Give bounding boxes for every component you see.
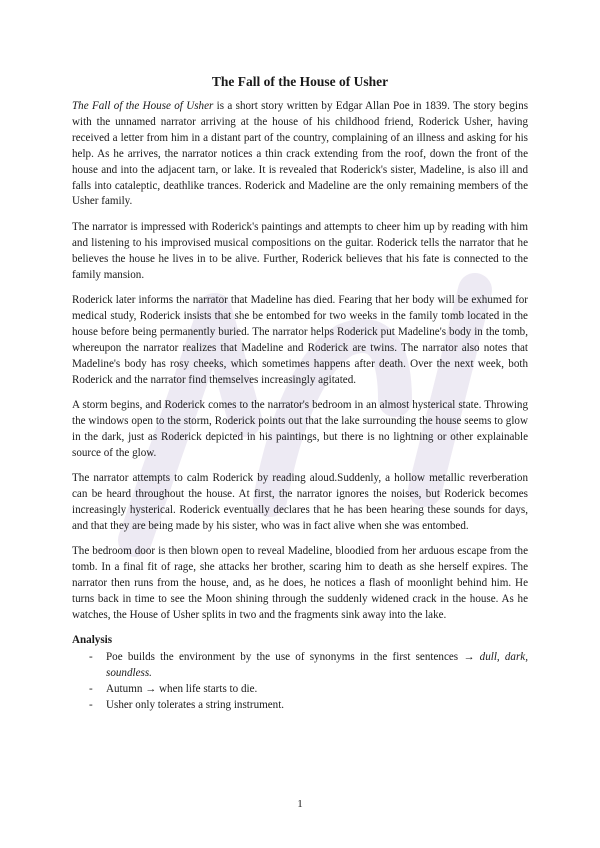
page-number: 1 xyxy=(297,798,303,810)
list-item-text: Autumn → when life starts to die. xyxy=(106,682,258,695)
intro-text: is a short story written by Edgar Allan Poe in 1839. The story begins with the unnamed narrator arriving at the house of his childhood friend, Roderick Usher, having received a letter from him in a distant part of the country, complaining of an illness and asking for his help. As he arrives, the narrator notices a thin crack extending from the roof, down the front of the house and into the adjacent tarn, or lake. It is revealed that Roderick's sister, Madeline, is also ill and falls into cataleptic, deathlike trances. Roderick and Madeline are the only remaining members of the Usher family. xyxy=(72,100,529,208)
analysis-list xyxy=(72,650,528,714)
paragraph-ending: The bedroom door is then blown open to reveal Madeline, bloodied from her arduous escape from the tomb. In a final fit of rage, she attacks her brother, scaring him to death as she herself expires. The narrator then runs from the house, and, as he does, he notices a flash of moonlight behind him. He turns back in time to see the Moon shining through the suddenly widened crack in the house. As he watches, the House of Usher splits in two and the fragments sink away into the lake. xyxy=(72,545,528,621)
paragraph-reverberation: The narrator attempts to calm Roderick by reading aloud.Suddenly, a hollow metallic reverberation can be heard throughout the house. At first, the narrator ignores the noises, but Roderick becomes increasingly hysterical. Roderick eventually declares that he has been hearing these sounds for days, and that they are being made by his sister, who was in fact alive when she was entombed. xyxy=(72,472,528,532)
list-item-text: Usher only tolerates a string instrument. xyxy=(106,698,285,711)
list-item xyxy=(72,650,528,682)
analysis-heading: Analysis xyxy=(72,634,113,647)
list-item xyxy=(72,698,528,714)
paragraph-storm: A storm begins, and Roderick comes to the narrator's bedroom in an almost hysterical state. Throwing the windows open to the storm, Roderick points out that the lake surrounding the house seems to glow in the dark, just as Roderick depicted in his paintings, but there is no lightning or other explainable source of the glow. xyxy=(72,398,528,459)
list-item-emphasis: dull, dark, soundless. xyxy=(106,651,528,679)
bullet-dash: - xyxy=(89,698,93,711)
work-title: The Fall of the House of Usher xyxy=(72,100,214,112)
bullet-dash: - xyxy=(89,651,93,664)
paragraph-paintings: The narrator is impressed with Roderick's paintings and attempts to cheer him up by reading with him and listening to his improvised musical compositions on the guitar. Roderick tells the narrator that he believes the house he lives in to be alive. Further, Roderick believes that his fate is connected to the family mansion. xyxy=(72,220,528,281)
list-item xyxy=(72,682,528,698)
bullet-dash: - xyxy=(89,682,93,695)
document-title: The Fall of the House of Usher xyxy=(211,74,389,89)
document-body xyxy=(72,99,528,714)
list-item-text: Poe builds the environment by the use of synonyms in the first sentences → xyxy=(106,651,480,664)
paragraph-madeline-death: Roderick later informs the narrator that Madeline has died. Fearing that her body will be exhumed for medical study, Roderick insists that she be entombed for two weeks in the family tomb located in the house before being permanently buried. The narrator helps Roderick put Madeline's body in the tomb, whereupon the narrator realizes that Madeline and Roderick are twins. The narrator also notes that Madeline's body has rosy cheeks, which sometimes happens after death. Over the next week, both Roderick and the narrator find themselves increasingly agitated. xyxy=(72,293,528,386)
intro-paragraph xyxy=(72,99,528,210)
